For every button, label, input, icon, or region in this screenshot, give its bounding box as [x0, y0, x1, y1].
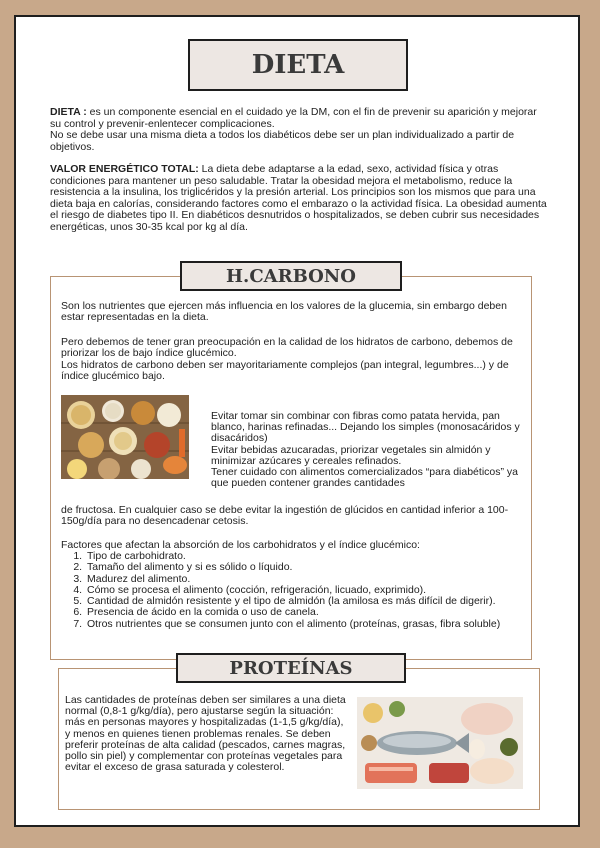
protein-foods-image [357, 697, 523, 789]
valor-label: VALOR ENERGÉTICO TOTAL: [50, 163, 199, 175]
carbs-p6: Tener cuidado con alimentos comercializados “para diabéticos” ya que pueden contener grandes cantidades [211, 466, 518, 490]
dieta-label: DIETA : [50, 106, 87, 118]
carbs-section [50, 276, 532, 660]
carbs-p1: Son los nutrientes que ejercen más influencia en los valores de la glucemia, sin embargo deben estar representadas en la dieta. [61, 300, 507, 324]
carbs-side-text [211, 411, 523, 489]
carbohydrate-foods-illustration [61, 395, 189, 479]
valor-paragraph [50, 164, 552, 234]
carbs-p7: de fructosa. En cualquier caso se debe evitar la ingestión de glúcidos en cantidad inferior a 100-150g/día para no desencadenar cetosis. [61, 504, 509, 528]
protein-text: Las cantidades de proteínas deben ser similares a una dieta normal (0,8-1 g/kg/día), pero ajustarse según la situación: más en personas mayores y hospitalizadas (1-1,5 g/kg/día), y menos en quienes tienen problemas renales. Se deben preferir proteínas de alta calidad (pescados, carnes magras, pollo sin piel) y complementar con proteínas vegetales para evitar el exceso de grasa saturada y colesterol. [65, 694, 346, 774]
protein-section-title: PROTEÍNAS [176, 653, 406, 683]
carbohydrate-foods-image [61, 395, 189, 479]
protein-foods-illustration [357, 697, 523, 789]
carbs-p4: Evitar tomar sin combinar con fibras como patata hervida, pan blanco, harinas refinadas... Dejando los simples (monosacáridos y disacáridos) [211, 410, 520, 445]
factor-item: 2. Tamaño del alimento y si es sólido o líquido. [85, 562, 515, 573]
dieta-text: es un componente esencial en el cuidado ye la DM, con el fin de prevenir su aparición y mejorar su control y prevenir-enlentecer complicaciones. [50, 106, 537, 130]
carbs-section-title: H.CARBONO [180, 261, 402, 291]
factor-item: 7. Otros nutrientes que se consumen junto con el alimento (proteínas, grasas, fibra soluble) [85, 619, 515, 630]
page-title: DIETA [188, 39, 408, 91]
carbs-p2-p3 [61, 337, 523, 383]
factor-item: 1. Tipo de carbohidrato. [85, 551, 515, 562]
factor-item: 6. Presencia de ácido en la comida o uso de canela. [85, 607, 515, 618]
dieta-paragraph [50, 107, 550, 153]
protein-section [58, 668, 540, 810]
factor-item: 5. Cantidad de almidón resistente y el tipo de almidón (la amilosa es más difícil de digerir). [85, 596, 515, 607]
factor-item: 4. Cómo se procesa el alimento (cocción, refrigeración, licuado, exprimido). [85, 585, 515, 596]
carbs-p3: Los hidratos de carbono deben ser mayoritariamente complejos (pan integral, legumbres...) y de índice glucémico bajo. [61, 358, 509, 383]
dieta-text-2: No se debe usar una misma dieta a todos los diabéticos debe ser un plan individualizado a partir de objetivos. [50, 129, 515, 153]
carbs-p5: Evitar bebidas azucaradas, priorizar vegetales sin almidón y minimizar azúcares y cereales refinados. [211, 443, 491, 467]
factors-intro: Factores que afectan la absorción de los carbohidratos y el índice glucémico: [61, 539, 420, 551]
factor-item: 3. Madurez del alimento. [85, 574, 515, 585]
valor-text: La dieta debe adaptarse a la edad, sexo, actividad física y otras condiciones para mantener un peso saludable. Tratar la obesidad mejora el metabolismo, reduce la resistencia a la insulina, los triglicéridos y la presión arterial. Los principios son los mismos que para una dieta baja en calorías, considerando factores como el embarazo o la actividad física. La obesidad aumenta el riesgo de diabetes tipo II. En diabéticos desnutridos o hospitalizados, se deben cubrir sus necesidades energéticas, unos 30-35 kcal por kg al día. [50, 163, 547, 233]
factors-list [65, 551, 515, 630]
page-sheet [14, 15, 580, 827]
carbs-p2: Pero debemos de tener gran preocupación en la calidad de los hidratos de carbono, debemos de priorizar los de bajo índice glucémico. [61, 336, 513, 360]
